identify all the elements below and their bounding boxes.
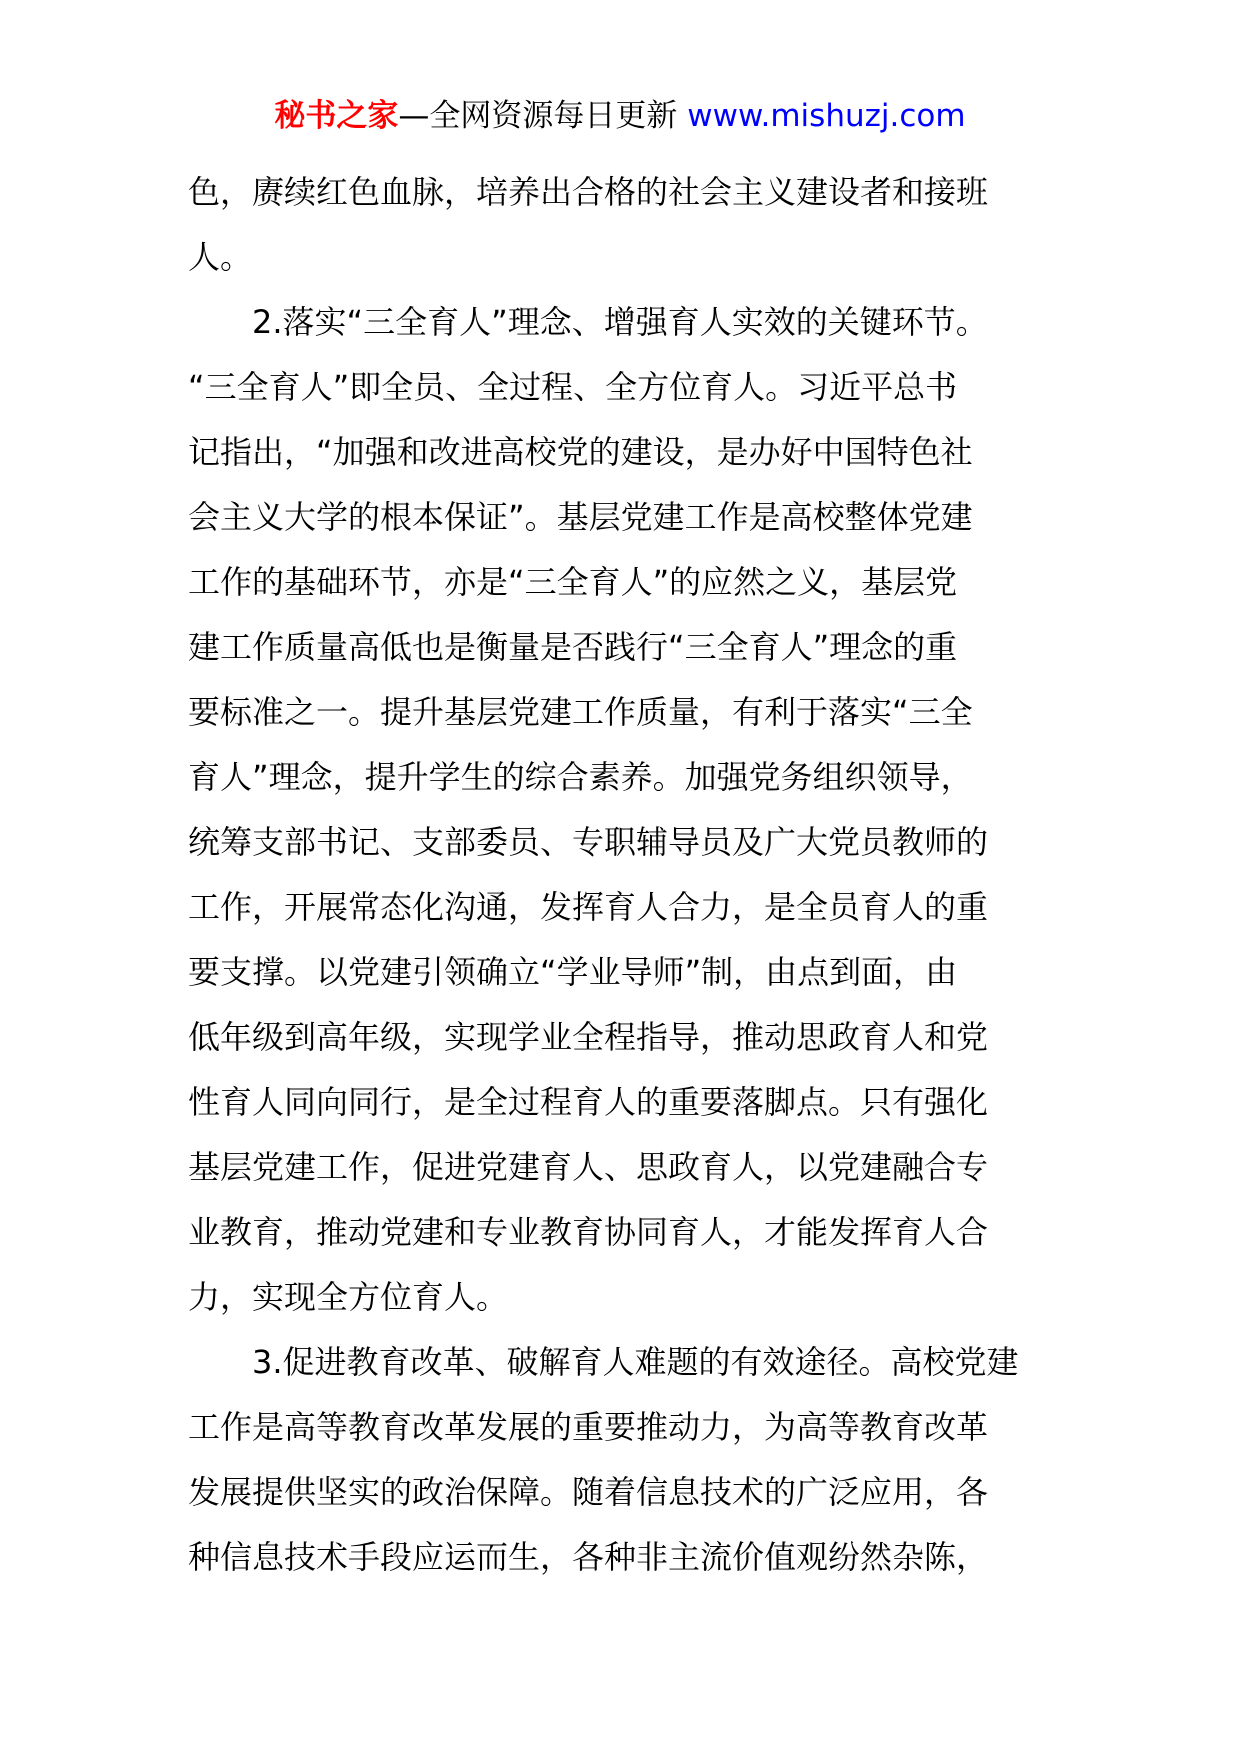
site-brand: 秘书之家 [274,98,399,134]
text-line: 低年级到高年级，实现学业全程指导，推动思政育人和党 [188,1018,989,1056]
text-line: 种信息技术手段应运而生，各种非主流价值观纷然杂陈， [188,1538,989,1576]
text-line: 业教育，推动党建和专业教育协同育人，才能发挥育人合 [188,1213,989,1251]
site-tagline: —全网资源每日更新 [398,98,688,134]
text-line: 工作的基础环节，亦是“三全育人”的应然之义，基层党 [188,563,958,601]
text-line: 工作是高等教育改革发展的重要推动力，为高等教育改革 [188,1408,989,1446]
document-body [188,160,1068,1590]
text-line: 工作，开展常态化沟通，发挥育人合力，是全员育人的重 [188,888,989,926]
text-line: 性育人同向同行，是全过程育人的重要落脚点。只有强化 [188,1083,989,1121]
section-heading-line: 3.促进教育改革、破解育人难题的有效途径。高校党建 [252,1343,1019,1381]
text-line: 记指出，“加强和改进高校党的建设，是办好中国特色社 [188,433,973,471]
text-line: “三全育人”即全员、全过程、全方位育人。习近平总书 [188,368,958,406]
text-line: 要支撑。以党建引领确立“学业导师”制，由点到面，由 [188,953,958,991]
text-line: 建工作质量高低也是衡量是否践行“三全育人”理念的重 [188,628,958,666]
text-line: 力，实现全方位育人。 [188,1278,509,1316]
section-heading-line: 2.落实“三全育人”理念、增强育人实效的关键环节。 [252,303,988,341]
text-line: 要标准之一。提升基层党建工作质量，有利于落实“三全 [188,693,973,731]
text-line: 会主义大学的根本保证”。基层党建工作是高校整体党建 [188,498,973,536]
page-header [0,96,1240,136]
text-line: 育人”理念，提升学生的综合素养。加强党务组织领导， [188,758,973,796]
site-url[interactable]: www.mishuzj.com [687,98,966,134]
text-line: 统筹支部书记、支部委员、专职辅导员及广大党员教师的 [188,823,989,861]
text-line: 发展提供坚实的政治保障。随着信息技术的广泛应用，各 [188,1473,989,1511]
text-line: 人。 [188,238,253,276]
text-line: 色，赓续红色血脉，培养出合格的社会主义建设者和接班 [188,173,989,211]
text-line: 基层党建工作，促进党建育人、思政育人，以党建融合专 [188,1148,989,1186]
